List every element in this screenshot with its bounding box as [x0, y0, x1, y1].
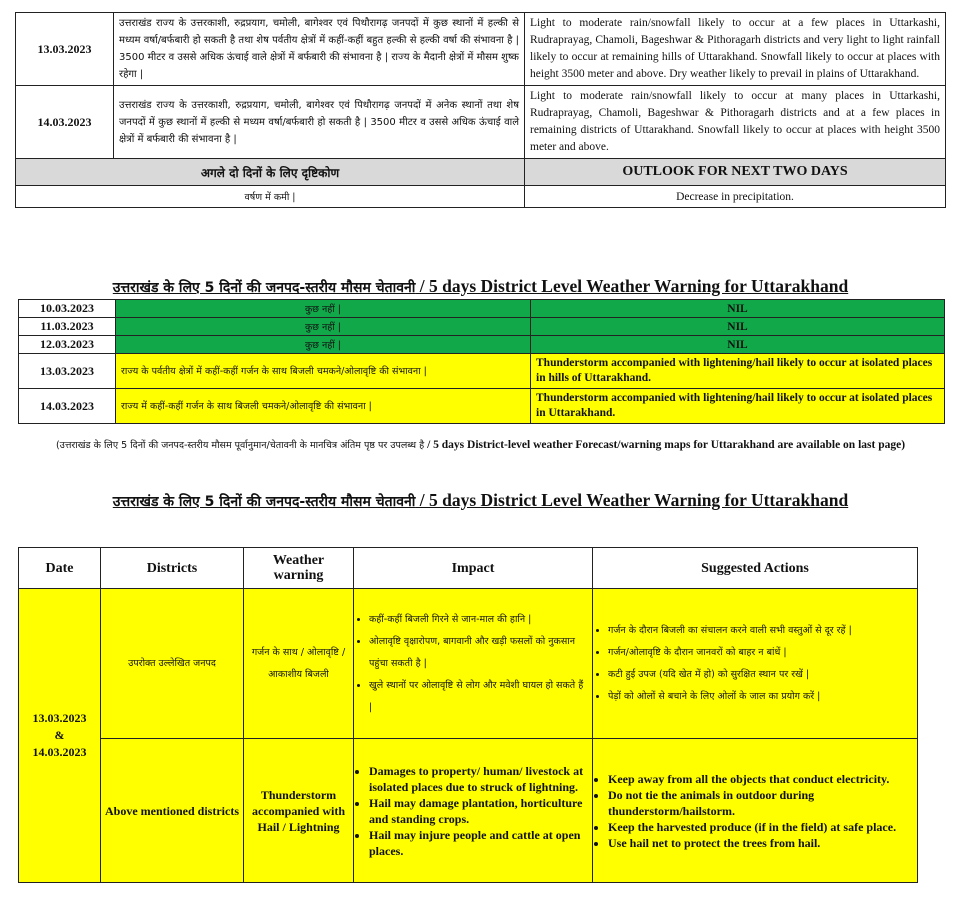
warning-hindi: राज्य के पर्वतीय क्षेत्रों में कहीं-कहीं गर्जन के साथ बिजली चमकने/ओलावृष्टि की संभावना |	[116, 354, 531, 389]
warning-row	[19, 389, 945, 424]
forecast-english-text: Light to moderate rain/snowfall likely to occur at many places in Uttarkashi, Rudraprayag, Chamoli, Bageshwar & Pithoragarh districts and at a few places in remaining districts of Uttarakhand. Snowfall likely to occur at places with height 3500 meter and above.	[525, 86, 946, 159]
actions-hindi-list	[594, 620, 916, 708]
warning-date: 10.03.2023	[19, 300, 116, 318]
impact-date-start: 13.03.2023	[32, 711, 87, 725]
list-item: • खुले स्थानों पर ओलावृष्टि से लोग और मवेशी घायल हो सकते हैं |	[369, 675, 587, 719]
warning-type-hindi: गर्जन के साथ / ओलावृष्टि / आकाशीय बिजली	[244, 589, 354, 739]
impacts-english-list	[355, 763, 591, 859]
actions-hindi	[593, 589, 918, 739]
list-item: • पेड़ों को ओलों से बचाने के लिए ओलों के जाल का प्रयोग करें |	[608, 686, 912, 708]
warning-english: Thunderstorm accompanied with lightening/hail likely to occur at isolated places in hills of Uttarakhand.	[531, 354, 945, 389]
forecast-date: 13.03.2023	[16, 13, 114, 86]
forecast-english-text: Light to moderate rain/snowfall likely to occur at a few places in Uttarkashi, Rudraprayag, Chamoli, Bageshwar & Pithoragarh districts and very light to light rainfall likely to occur at remaining hills of Uttarakhand. Snowfall likely to occur at places with height 3500 meter and above. Dry weather likely to prevail in plains of Uttarakhand.	[525, 13, 946, 86]
warning-row	[19, 336, 945, 354]
warning-date: 13.03.2023	[19, 354, 116, 389]
note-english: / 5 days District-level weather Forecast/warning maps for Uttarakhand are available on last page)	[424, 439, 906, 451]
header-impact: Impact	[354, 548, 593, 589]
districts-english: Above mentioned districts	[101, 739, 244, 883]
impacts-hindi	[354, 589, 593, 739]
maps-note	[20, 437, 941, 454]
district-warning-heading	[0, 490, 961, 511]
warning-row	[19, 354, 945, 389]
forecast-row	[16, 86, 946, 159]
list-item: • Keep the harvested produce (if in the field) at safe place.	[608, 819, 912, 835]
warning-hindi: राज्य में कहीं-कहीं गर्जन के साथ बिजली चमकने/ओलावृष्टि की संभावना |	[116, 389, 531, 424]
warning-english: NIL	[531, 318, 945, 336]
list-item: • Keep away from all the objects that conduct electricity.	[608, 771, 912, 787]
impact-date-cell	[19, 589, 101, 883]
forecast-date: 14.03.2023	[16, 86, 114, 159]
warning-date: 11.03.2023	[19, 318, 116, 336]
list-item: • Use hail net to protect the trees from hail.	[608, 835, 912, 851]
impact-header-row	[19, 548, 918, 589]
header-date: Date	[19, 548, 101, 589]
impact-date-end: 14.03.2023	[32, 745, 87, 759]
list-item: • Do not tie the animals in outdoor during thunderstorm/hailstorm.	[608, 787, 912, 819]
list-item: • Hail may injure people and cattle at open places.	[369, 827, 587, 859]
warning-english: Thunderstorm accompanied with lightening/hail likely to occur at isolated places in Uttarakhand.	[531, 389, 945, 424]
outlook-header-row	[16, 159, 946, 186]
list-item: • Hail may damage plantation, horticulture and standing crops.	[369, 795, 587, 827]
outlook-english-text: Decrease in precipitation.	[525, 186, 946, 208]
warning-table	[18, 299, 945, 424]
warning-english: NIL	[531, 336, 945, 354]
impact-date-and: &	[54, 728, 65, 742]
list-item: • गर्जन/ओलावृष्टि के दौरान जानवरों को बाहर न बांधें |	[608, 642, 912, 664]
district-warning-heading	[0, 276, 961, 297]
outlook-text-row	[16, 186, 946, 208]
header-warning: Weather warning	[244, 548, 354, 589]
heading-hindi: उत्तराखंड के लिए 5 दिनों की जनपद-स्तरीय मौसम चेतावनी	[112, 280, 416, 296]
warning-english: NIL	[531, 300, 945, 318]
note-hindi: (उत्तराखंड के लिए 5 दिनों की जनपद-स्तरीय मौसम पूर्वानुमान/चेतावनी के मानचित्र अंतिम पृष्ठ पर उपलब्ध है	[55, 440, 425, 451]
heading-english: / 5 days District Level Weather Warning for Uttarakhand	[415, 490, 849, 510]
warning-row	[19, 318, 945, 336]
actions-english	[593, 739, 918, 883]
districts-hindi: उपरोक्त उल्लेखित जनपद	[101, 589, 244, 739]
list-item: • कटी हुई उपज (यदि खेत में हो) को सुरक्षित स्थान पर रखें |	[608, 664, 912, 686]
list-item: • गर्जन के दौरान बिजली का संचालन करने वाली सभी वस्तुओं से दूर रहें |	[608, 620, 912, 642]
outlook-english-title: OUTLOOK FOR NEXT TWO DAYS	[525, 159, 946, 186]
impact-table	[18, 547, 918, 883]
forecast-row	[16, 13, 946, 86]
warning-date: 14.03.2023	[19, 389, 116, 424]
impact-row-english	[19, 739, 918, 883]
heading-english: / 5 days District Level Weather Warning for Uttarakhand	[415, 276, 849, 296]
outlook-hindi-title: अगले दो दिनों के लिए दृष्टिकोण	[16, 159, 525, 186]
list-item: • कहीं-कहीं बिजली गिरने से जान-माल की हानि |	[369, 609, 587, 631]
impacts-hindi-list	[355, 609, 591, 719]
forecast-hindi-text: उत्तराखंड राज्य के उत्तरकाशी, रुद्रप्रयाग, चमोली, बागेश्वर एवं पिथौरागढ़ जनपदों में कुछ स्थानों में हल्की से मध्यम वर्षा/बर्फबारी हो सकती है तथा शेष पर्वतीय क्षेत्रों में कहीं-कहीं बहुत हल्की से हल्की वर्षा की संभावना है | 3500 मीटर व उससे अधिक ऊंचाई वाले क्षेत्रों में बर्फबारी की संभावना है | राज्य के मैदानी क्षेत्रों में मौसम शुष्क रहेगा |	[114, 13, 525, 86]
forecast-table	[15, 12, 946, 208]
heading-hindi: उत्तराखंड के लिए 5 दिनों की जनपद-स्तरीय मौसम चेतावनी	[112, 494, 416, 510]
list-item: • ओलावृष्टि वृक्षारोपण, बागवानी और खड़ी फसलों को नुकसान पहुंचा सकती है |	[369, 631, 587, 675]
forecast-hindi-text: उत्तराखंड राज्य के उत्तरकाशी, रुद्रप्रयाग, चमोली, बागेश्वर एवं पिथौरागढ़ जनपदों में अनेक स्थानों तथा शेष जनपदों में कुछ स्थानों में हल्की से मध्यम वर्षा/बर्फबारी हो सकती है | 3500 मीटर व उससे अधिक ऊंचाई वाले क्षेत्रों में बर्फबारी की संभावना है |	[114, 86, 525, 159]
impacts-english	[354, 739, 593, 883]
header-actions: Suggested Actions	[593, 548, 918, 589]
actions-english-list	[594, 771, 916, 851]
warning-row	[19, 300, 945, 318]
header-districts: Districts	[101, 548, 244, 589]
list-item: • Damages to property/ human/ livestock at isolated places due to struck of lightning.	[369, 763, 587, 795]
warning-date: 12.03.2023	[19, 336, 116, 354]
outlook-hindi-text: वर्षण में कमी |	[16, 186, 525, 208]
warning-hindi: कुछ नहीं |	[116, 300, 531, 318]
warning-hindi: कुछ नहीं |	[116, 318, 531, 336]
warning-type-english: Thunderstorm accompanied with Hail / Lightning	[244, 739, 354, 883]
impact-row-hindi	[19, 589, 918, 739]
warning-hindi: कुछ नहीं |	[116, 336, 531, 354]
